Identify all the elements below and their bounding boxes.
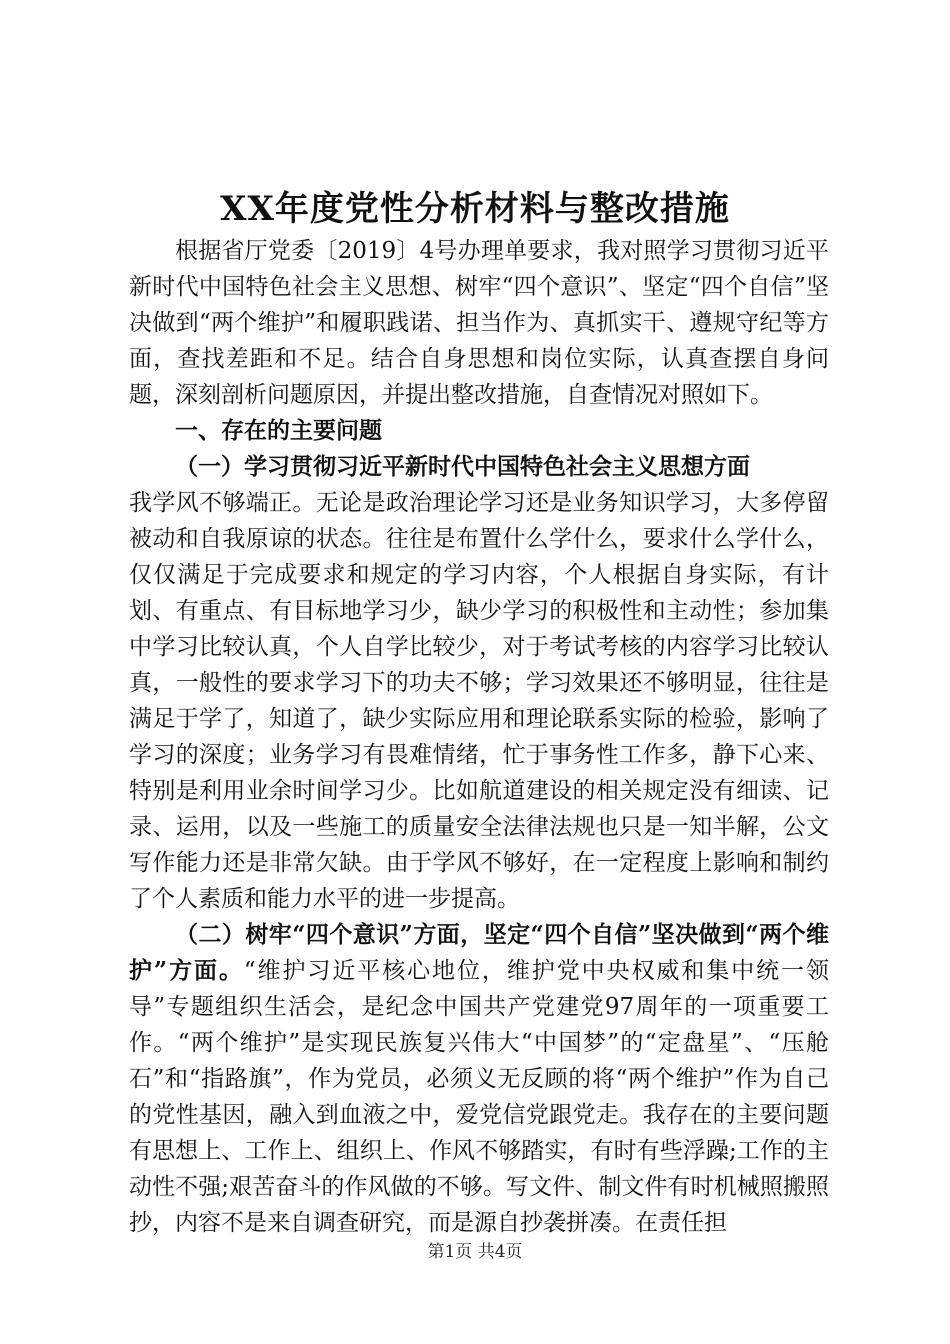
study-paragraph: 我学风不够端正。无论是政治理论学习还是业务知识学习，大多停留被动和自我原谅的状态。往往是布置什么学什么，要求什么学什么，仅仅满足于完成要求和规定的学习内容，个人根据自身实际，有计划、有重点、有目标地学习少，缺少学习的积极性和主动性；参加集中学习比较认真，个人自学比较少，对于考试考核的内容学习比较认真，一般性的要求学习下的功夫不够；学习效果还不够明显，往往是满足于学了，知道了，缺少实际应用和理论联系实际的检验，影响了学习的深度；业务学习有畏难情绪，忙于事务性工作多，静下心来、特别是利用业余时间学习少。比如航道建设的相关规定没有细读、记录、运用，以及一些施工的质量安全法律法规也只是一知半解，公文写作能力还是非常欠缺。由于学风不够好，在一定程度上影响和制约了个人素质和能力水平的进一步提高。 [129, 490, 829, 912]
four-consciousness-paragraph [129, 917, 829, 1241]
document-body [129, 233, 829, 1241]
subsection-heading-study: （一）学习贯彻习近平新时代中国特色社会主义思想方面 [175, 453, 750, 480]
document-title: XX年度党性分析材料与整改措施 [220, 189, 730, 229]
intro-paragraph: 根据省厅党委〔2019〕4号办理单要求，我对照学习贯彻习近平新时代中国特色社会主义思想、树牢“四个意识”、坚定“四个自信”坚决做到“两个维护”和履职践诺、担当作为、真抓实干、遵规守纪等方面，查找差距和不足。结合自身思想和岗位实际，认真查摆自身问题，深刻剖析问题原因，并提出整改措施，自查情况对照如下。 [129, 238, 829, 408]
page-footer: 第1页 共4页 [427, 1242, 523, 1262]
four-consciousness-text: “维护习近平核心地位，维护党中央权威和集中统一领导”专题组织生活会，是纪念中国共产党建党97周年的一项重要工作。“两个维护”是实现民族复兴伟大“中国梦”的“定盘星”、“压舱石”和“指路旗”，作为党员，必须义无反顾的将“两个维护”作为自己的党性基因，融入到血液之中，爱党信党跟党走。我存在的主要问题有思想上、工作上、组织上、作风不够踏实，有时有些浮躁;工作的主动性不强;艰苦奋斗的作风做的不够。写文件、制文件有时机械照搬照抄，内容不是来自调查研究，而是源自抄袭拼凑。在责任担 [129, 958, 829, 1236]
subsection-heading-four-consciousness: （二）树牢“四个意识”方面，坚定“四个自信”坚决做到“两个维护”方面。 [129, 921, 829, 984]
section-heading-problems: 一、存在的主要问题 [175, 417, 382, 444]
